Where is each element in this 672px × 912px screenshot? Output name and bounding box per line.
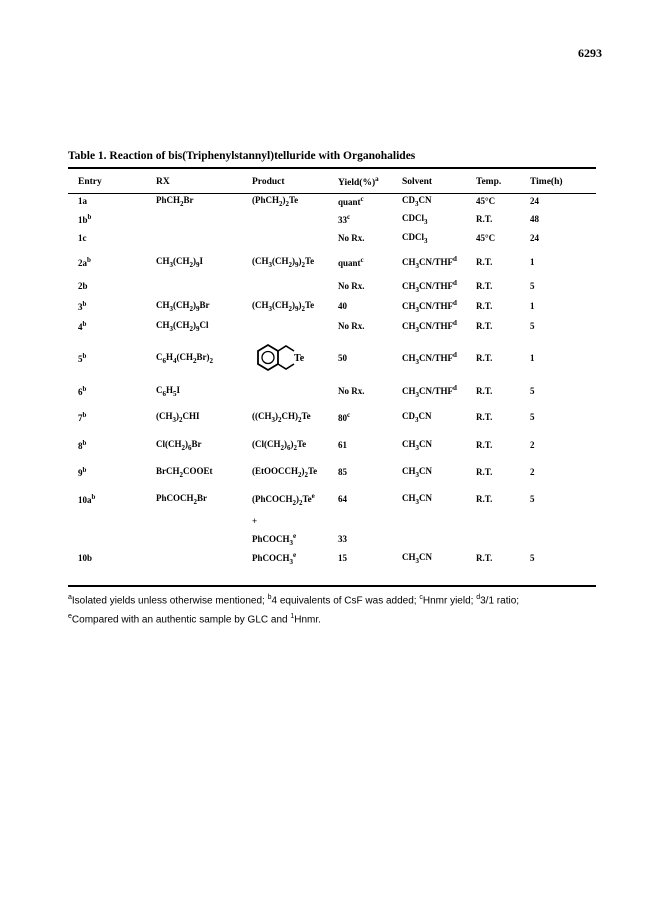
cell-entry-text: 7 xyxy=(78,413,83,423)
cell-temp-text: R.T. xyxy=(476,553,493,563)
cell-entry-text: 10a xyxy=(78,495,92,505)
header-rx: RX xyxy=(156,177,170,187)
cell-temp xyxy=(476,458,530,486)
cell-yield-text: 80 xyxy=(338,413,347,423)
cell-time-text: 2 xyxy=(530,440,535,450)
cell-rx xyxy=(156,512,252,530)
page-number: 6293 xyxy=(578,46,602,60)
cell-product xyxy=(252,316,338,336)
table-row xyxy=(68,432,596,458)
cell-entry xyxy=(68,316,156,336)
cell-product-text: $(Cl(CH_2)_6)_2Te$ xyxy=(252,438,307,452)
cell-yield-footnote-mark: c xyxy=(360,256,364,264)
cell-solvent xyxy=(402,228,476,248)
cell-temp xyxy=(476,512,530,530)
cell-entry-text: 1c xyxy=(78,233,87,243)
cell-temp-text: R.T. xyxy=(476,281,493,291)
cell-yield xyxy=(338,402,402,432)
cell-solvent-text: $CH_3CN$/THF xyxy=(402,280,454,294)
cell-temp xyxy=(476,248,530,276)
cell-product xyxy=(252,248,338,276)
footnote-mark: b xyxy=(267,594,272,601)
cell-entry xyxy=(68,512,156,530)
cell-temp xyxy=(476,548,530,568)
cell-time xyxy=(530,402,596,432)
structure-te-label: Te xyxy=(294,353,305,364)
cell-temp xyxy=(476,296,530,316)
cell-temp-text: R.T. xyxy=(476,386,493,396)
cell-yield xyxy=(338,248,402,276)
cell-product xyxy=(252,486,338,512)
cell-yield xyxy=(338,512,402,530)
cell-yield xyxy=(338,432,402,458)
cell-rx xyxy=(156,432,252,458)
cell-product xyxy=(252,530,338,548)
cell-rx xyxy=(156,210,252,228)
telluride-ring-structure xyxy=(252,342,314,374)
cell-yield-text: 64 xyxy=(338,494,347,504)
cell-temp xyxy=(476,210,530,228)
table-row xyxy=(68,276,596,296)
cell-solvent-text: CDCl$_3$ xyxy=(402,231,428,245)
cell-yield-text: 40 xyxy=(338,301,347,311)
table-row xyxy=(68,336,596,380)
cell-entry-footnote-mark: b xyxy=(82,439,87,447)
footnote-text: 3/1 ratio; xyxy=(480,595,520,607)
cell-entry-footnote-mark: b xyxy=(87,256,91,264)
footnote-line xyxy=(68,590,519,609)
table-row xyxy=(68,380,596,402)
cell-entry-text: 2b xyxy=(78,281,88,291)
cell-temp xyxy=(476,192,530,210)
cell-yield-text: 85 xyxy=(338,467,347,477)
cell-entry xyxy=(68,228,156,248)
cell-entry-text: 3 xyxy=(78,302,83,312)
cell-temp-text: R.T. xyxy=(476,353,493,363)
cell-entry-text: 5 xyxy=(78,354,83,364)
cell-entry-footnote-mark: b xyxy=(91,493,96,501)
cell-yield xyxy=(338,316,402,336)
cell-solvent xyxy=(402,512,476,530)
cell-solvent-footnote-mark: d xyxy=(453,254,457,263)
cell-entry xyxy=(68,192,156,210)
cell-rx xyxy=(156,336,252,380)
cell-temp xyxy=(476,336,530,380)
footnote-mark: a xyxy=(68,594,72,601)
cell-yield xyxy=(338,380,402,402)
table-row xyxy=(68,210,596,228)
cell-rx-text: PhCH$_2$Br xyxy=(156,194,194,208)
cell-solvent-text: $CH_3CN$ xyxy=(402,492,432,506)
cell-rx-text: $(CH_3)_2CHI$ xyxy=(156,410,200,424)
cell-temp xyxy=(476,276,530,296)
cell-entry xyxy=(68,530,156,548)
cell-temp-text: 45°C xyxy=(476,196,496,206)
cell-product-footnote-mark: e xyxy=(293,531,297,540)
cell-entry xyxy=(68,296,156,316)
cell-yield-text: 33 xyxy=(338,534,347,544)
cell-yield xyxy=(338,296,402,316)
footnote-text: Hnmr yield; xyxy=(422,595,477,607)
cell-entry xyxy=(68,380,156,402)
cell-yield-text: No Rx. xyxy=(338,386,365,396)
cell-temp-text: R.T. xyxy=(476,494,493,504)
cell-solvent xyxy=(402,276,476,296)
cell-solvent-text: $CH_3CN$ xyxy=(402,438,432,452)
table-top-rule xyxy=(68,167,596,169)
cell-product xyxy=(252,380,338,402)
cell-time-text: 5 xyxy=(530,494,535,504)
footnote-mark: d xyxy=(476,594,481,601)
cell-entry-text: 1b xyxy=(78,215,88,225)
cell-rx-text: PhCOCH$_2$Br xyxy=(156,492,208,506)
footnote-mark: e xyxy=(68,613,72,621)
cell-entry-text: 2a xyxy=(78,258,87,268)
cell-yield-text: No Rx. xyxy=(338,281,365,291)
cell-temp xyxy=(476,530,530,548)
cell-solvent xyxy=(402,432,476,458)
header-temp: Temp. xyxy=(476,177,502,187)
cell-solvent-text: $CD_3CN$ xyxy=(402,194,432,208)
footnote-mark: c xyxy=(419,594,423,601)
cell-temp-text: R.T. xyxy=(476,440,493,450)
cell-yield-text: No Rx. xyxy=(338,321,365,331)
cell-time xyxy=(530,210,596,228)
cell-rx xyxy=(156,296,252,316)
cell-temp-text: R.T. xyxy=(476,412,493,422)
cell-time xyxy=(530,432,596,458)
cell-time xyxy=(530,316,596,336)
cell-yield-text: quant xyxy=(338,258,361,268)
cell-entry-text: 6 xyxy=(78,387,83,397)
cell-entry-text: 8 xyxy=(78,441,83,451)
table-footnotes xyxy=(68,590,519,629)
cell-entry xyxy=(68,248,156,276)
cell-solvent-text: $CH_3CN$/THF xyxy=(402,385,454,399)
cell-solvent xyxy=(402,458,476,486)
table-caption: Table 1. Reaction of bis(Triphenylstannyl)telluride with Organohalides xyxy=(68,150,416,162)
cell-rx-text: $CH_3(CH_2)_9Cl$ xyxy=(156,319,209,333)
cell-solvent-footnote-mark: d xyxy=(453,350,457,359)
cell-rx-text: $Cl(CH_2)_6Br$ xyxy=(156,438,202,452)
table-row xyxy=(68,530,596,548)
cell-temp-text: R.T. xyxy=(476,257,493,267)
cell-yield xyxy=(338,192,402,210)
cell-product-footnote-mark: e xyxy=(293,550,297,559)
cell-entry xyxy=(68,276,156,296)
cell-solvent-text: $CH_3CN$/THF xyxy=(402,300,454,314)
cell-time-text: 5 xyxy=(530,412,535,422)
cell-temp xyxy=(476,316,530,336)
cell-product-text: $(CH_3(CH_2)_9)_2Te$ xyxy=(252,299,315,313)
cell-solvent-footnote-mark: d xyxy=(453,383,457,392)
cell-time xyxy=(530,192,596,210)
cell-solvent-footnote-mark: d xyxy=(453,278,457,287)
cell-rx-text: $CH_3(CH_2)_9I$ xyxy=(156,255,204,269)
table-row xyxy=(68,192,596,210)
cell-rx-text: $C_6H_4(CH_2Br)_2$ xyxy=(156,351,214,365)
cell-product-text: $((CH_3)_2CH)_2Te$ xyxy=(252,410,311,424)
footnote-text: 4 equivalents of CsF was added; xyxy=(271,595,420,607)
cell-product xyxy=(252,512,338,530)
cell-solvent-footnote-mark: d xyxy=(453,318,457,327)
table-row xyxy=(68,548,596,568)
cell-time xyxy=(530,380,596,402)
cell-rx xyxy=(156,530,252,548)
cell-yield-text: 15 xyxy=(338,553,347,563)
cell-entry xyxy=(68,210,156,228)
cell-rx xyxy=(156,380,252,402)
cell-solvent-text: $CD_3CN$ xyxy=(402,410,432,424)
cell-rx xyxy=(156,228,252,248)
cell-yield xyxy=(338,530,402,548)
cell-entry xyxy=(68,548,156,568)
header-yield-note: a xyxy=(375,175,379,184)
cell-rx xyxy=(156,402,252,432)
cell-solvent xyxy=(402,380,476,402)
cell-yield-footnote-mark: c xyxy=(347,213,351,221)
cell-time-text: 1 xyxy=(530,353,535,363)
header-solvent: Solvent xyxy=(402,177,433,187)
cell-entry-footnote-mark: b xyxy=(82,320,87,328)
cell-solvent-text: $CH_3CN$ xyxy=(402,551,432,565)
cell-time-text: 1 xyxy=(530,301,535,311)
cell-time-text: 5 xyxy=(530,386,535,396)
cell-solvent xyxy=(402,192,476,210)
cell-rx-text: BrCH$_2$COOEt xyxy=(156,465,213,479)
header-yield-text: Yield(%) xyxy=(338,178,376,189)
cell-entry-footnote-mark: b xyxy=(82,411,87,419)
cell-solvent xyxy=(402,316,476,336)
cell-time-text: 5 xyxy=(530,553,535,563)
cell-yield xyxy=(338,228,402,248)
cell-product xyxy=(252,336,338,380)
cell-entry xyxy=(68,432,156,458)
footnote-text: Hnmr. xyxy=(294,614,321,626)
cell-rx-text: $C_6H_5I$ xyxy=(156,384,181,398)
cell-rx-text: $CH_3(CH_2)_9Br$ xyxy=(156,299,210,313)
cell-time xyxy=(530,228,596,248)
table-row xyxy=(68,458,596,486)
cell-yield xyxy=(338,486,402,512)
table-row xyxy=(68,296,596,316)
header-entry: Entry xyxy=(78,177,102,187)
cell-product-text: $(CH_3(CH_2)_9)_2Te$ xyxy=(252,255,315,269)
table-header-row xyxy=(68,172,596,192)
cell-time-text: 24 xyxy=(530,196,539,206)
footnote-mark: 1 xyxy=(290,613,295,621)
cell-entry-footnote-mark: b xyxy=(87,213,92,221)
footnote-line xyxy=(68,609,519,628)
cell-yield-footnote-mark: c xyxy=(347,411,351,419)
cell-entry xyxy=(68,336,156,380)
cell-time-text: 5 xyxy=(530,321,535,331)
cell-time xyxy=(530,336,596,380)
cell-yield xyxy=(338,548,402,568)
footnote-text: Compared with an authentic sample by GLC and xyxy=(71,614,291,626)
header-product: Product xyxy=(252,177,285,187)
cell-temp-text: R.T. xyxy=(476,214,493,224)
cell-product xyxy=(252,548,338,568)
cell-product-text: PhCOCH$_3$ xyxy=(252,552,294,566)
cell-solvent xyxy=(402,402,476,432)
cell-time-text: 2 xyxy=(530,467,535,477)
cell-yield-text: No Rx. xyxy=(338,233,365,243)
table-row xyxy=(68,486,596,512)
cell-time xyxy=(530,458,596,486)
cell-time xyxy=(530,276,596,296)
table-row xyxy=(68,316,596,336)
cell-rx xyxy=(156,248,252,276)
cell-entry-text: 10b xyxy=(78,553,93,563)
cell-yield-text: 50 xyxy=(338,353,347,363)
cell-rx xyxy=(156,192,252,210)
cell-temp xyxy=(476,228,530,248)
cell-solvent xyxy=(402,548,476,568)
cell-entry-footnote-mark: b xyxy=(82,300,87,308)
cell-entry xyxy=(68,458,156,486)
cell-yield xyxy=(338,210,402,228)
cell-yield xyxy=(338,276,402,296)
cell-yield-footnote-mark: c xyxy=(360,195,364,203)
cell-temp-text: 45°C xyxy=(476,233,496,243)
cell-entry xyxy=(68,402,156,432)
cell-yield xyxy=(338,458,402,486)
cell-time xyxy=(530,486,596,512)
cell-product xyxy=(252,192,338,210)
cell-product-text: $(EtOOCCH_2)_2Te$ xyxy=(252,465,318,479)
table-row xyxy=(68,512,596,530)
cell-time xyxy=(530,296,596,316)
cell-solvent xyxy=(402,336,476,380)
cell-rx xyxy=(156,276,252,296)
table-row xyxy=(68,402,596,432)
cell-time xyxy=(530,548,596,568)
cell-entry-text: 4 xyxy=(78,322,83,332)
table-body xyxy=(68,192,596,568)
cell-time-text: 1 xyxy=(530,257,535,267)
cell-time-text: 24 xyxy=(530,233,539,243)
cell-solvent-text: $CH_3CN$/THF xyxy=(402,320,454,334)
cell-time-text: 48 xyxy=(530,214,539,224)
cell-time xyxy=(530,512,596,530)
cell-rx xyxy=(156,548,252,568)
cell-entry xyxy=(68,486,156,512)
cell-product-text: $(PhCOCH_2)_2Te$ xyxy=(252,493,312,507)
cell-yield xyxy=(338,336,402,380)
cell-temp xyxy=(476,402,530,432)
cell-product xyxy=(252,458,338,486)
cell-solvent-footnote-mark: d xyxy=(453,298,457,307)
cell-product xyxy=(252,432,338,458)
cell-time xyxy=(530,530,596,548)
cell-solvent xyxy=(402,248,476,276)
cell-solvent xyxy=(402,296,476,316)
cell-time xyxy=(530,248,596,276)
cell-yield-text: 61 xyxy=(338,440,347,450)
cell-temp xyxy=(476,380,530,402)
cell-entry-text: 1a xyxy=(78,196,87,206)
cell-temp xyxy=(476,432,530,458)
cell-solvent xyxy=(402,530,476,548)
cell-solvent-text: CDCl$_3$ xyxy=(402,212,428,226)
cell-solvent-text: $CH_3CN$/THF xyxy=(402,256,454,270)
results-table xyxy=(68,172,596,568)
cell-product-text: + xyxy=(252,516,258,526)
table-row xyxy=(68,248,596,276)
cell-entry-footnote-mark: b xyxy=(82,466,87,474)
cell-entry-footnote-mark: b xyxy=(82,385,87,393)
cell-yield-text: quant xyxy=(338,197,361,207)
cell-rx xyxy=(156,316,252,336)
table-bottom-rule xyxy=(68,585,596,587)
cell-product xyxy=(252,296,338,316)
cell-product-footnote-mark: e xyxy=(311,491,315,500)
cell-product-text: PhCOCH$_3$ xyxy=(252,533,294,547)
cell-temp-text: R.T. xyxy=(476,321,493,331)
cell-rx xyxy=(156,486,252,512)
cell-product xyxy=(252,276,338,296)
cell-solvent xyxy=(402,210,476,228)
cell-solvent-text: $CH_3CN$/THF xyxy=(402,352,454,366)
header-yield xyxy=(338,172,402,192)
cell-time-text: 5 xyxy=(530,281,535,291)
cell-product xyxy=(252,402,338,432)
cell-entry-footnote-mark: b xyxy=(82,352,87,360)
cell-temp-text: R.T. xyxy=(476,467,493,477)
table-row xyxy=(68,228,596,248)
cell-product-text: $(PhCH_2)_2Te$ xyxy=(252,194,299,208)
cell-yield-text: 33 xyxy=(338,215,347,225)
cell-product xyxy=(252,210,338,228)
cell-entry-text: 9 xyxy=(78,468,83,478)
cell-rx xyxy=(156,458,252,486)
cell-temp xyxy=(476,486,530,512)
cell-temp-text: R.T. xyxy=(476,301,493,311)
cell-product xyxy=(252,228,338,248)
footnote-text: Isolated yields unless otherwise mentioned; xyxy=(71,595,268,607)
header-time: Time(h) xyxy=(530,177,563,187)
cell-solvent xyxy=(402,486,476,512)
cell-solvent-text: $CH_3CN$ xyxy=(402,465,432,479)
